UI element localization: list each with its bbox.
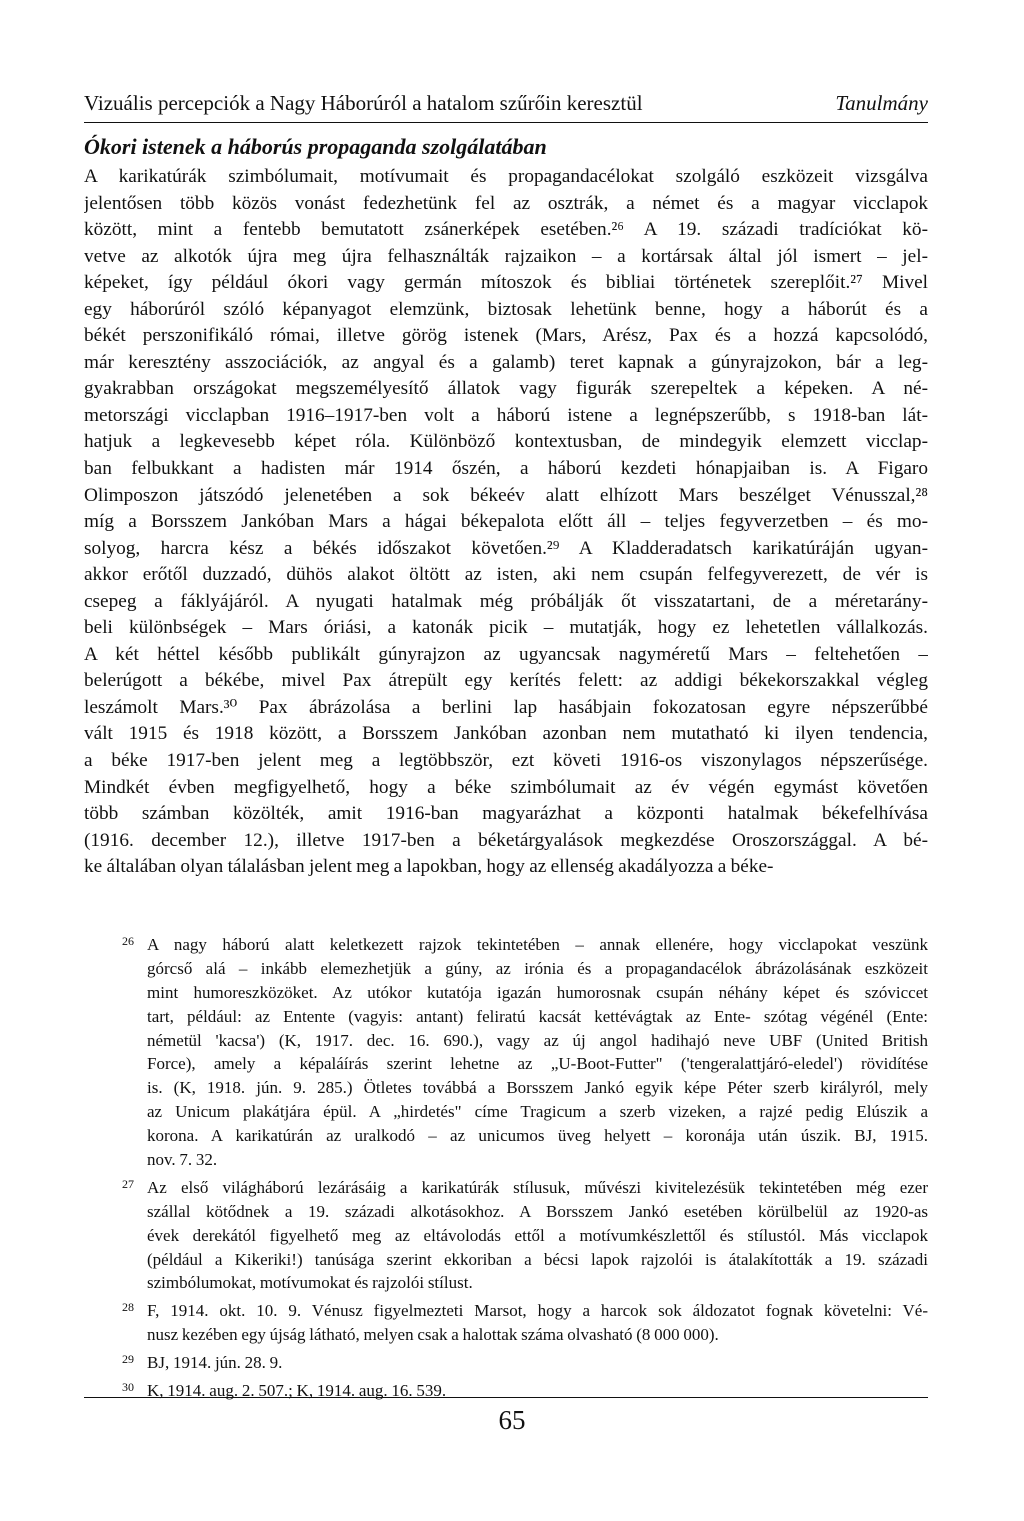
footnote	[84, 1176, 928, 1295]
body-line: leszámolt Mars.³⁰ Pax ábrázolása a berlini lap hasábjain fokozatosan egyre népszerűbbé	[84, 696, 928, 718]
body-line: vetve az alkotók újra meg újra felhasználták rajzaikon – a kortársak által jól ismert – jel-	[84, 245, 928, 267]
body-line: belerúgott a békébe, mivel Pax átrepült egy kerítés felett: az addigi békekorszakkal végleg	[84, 670, 928, 692]
body-line: képeket, így például ókori vagy germán mítoszok és bibliai történetek szereplőit.²⁷ Mivel	[84, 272, 928, 294]
footnote-line: BJ, 1914. jún. 28. 9.	[147, 1353, 283, 1373]
body-line: akkor erőtől duzzadó, dühös alakot öltött az isten, aki nem csupán felfegyverezett, de vér is	[84, 564, 928, 586]
body-line: (1916. december 12.), illetve 1917-ben a béketárgyalások megkezdése Oroszországgal. A bé-	[84, 829, 928, 851]
footnote-line: A nagy háború alatt keletkezett rajzok tekintetében – annak ellenére, hogy vicclapokat veszünk	[147, 935, 928, 954]
footnote-line: K, 1914. aug. 2. 507.; K, 1914. aug. 16. 539.	[147, 1381, 447, 1401]
footnote-line: korona. A karikatúrán az uralkodó – az unicumos üveg helyett – koronája után úszik. BJ, 1915.	[147, 1126, 928, 1146]
footnote-line: nov. 7. 32.	[147, 1150, 218, 1170]
footer-rule	[84, 1397, 928, 1398]
footnote-line: németül 'kacsa') (K, 1917. dec. 16. 690.), vagy az új angol hadihajó neve UBF (United British	[147, 1030, 928, 1050]
footnote-line: tart, például: az Entente (vagyis: antant) feliratú kacsát kettévágtak az Ente- szótag végénél (Ente:	[147, 1006, 928, 1026]
body-line: csepeg a fáklyájáról. A nyugati hatalmak még próbálják őt visszatartani, de a méretarány-	[84, 590, 928, 612]
body-line: egy háborúról szóló képanyagot elemzünk, biztosak lehetünk benne, hogy a háborút és a	[84, 298, 928, 320]
body-line: között, mint a fentebb bemutatott zsánerképek esetében.²⁶ A 19. századi tradíciókat kö-	[84, 219, 928, 241]
footnote-line: górcső alá – inkább elemezhetjük a gúny, az irónia és a propagandacélok ábrázolásának eszközeit	[147, 958, 928, 978]
footnote-number: 26	[122, 934, 134, 948]
running-header-title: Vizuális percepciók a Nagy Háborúról a hatalom szűrőin keresztül	[84, 91, 643, 115]
body-line: a béke 1917-ben jelent meg a legtöbbször, ezt követi 1916-os viszonylagos népszerűsége.	[84, 750, 928, 772]
body-line: solyog, harcra kész a békés időszakot követően.²⁹ A Kladderadatsch karikatúráján ugyan-	[84, 537, 928, 559]
running-header	[84, 88, 928, 123]
footnote-number: 29	[122, 1352, 134, 1367]
footnote-line: Az első világháború lezárásáig a karikatúrák stílusuk, művészi kivitelezésük tekintetében még ezer	[147, 1177, 928, 1197]
body-line: A két héttel később publikált gúnyrajzon az ugyancsak nagyméretű Mars – feltehetően –	[84, 643, 928, 665]
footnote-line: F, 1914. okt. 10. 9. Vénusz figyelmezteti Marsot, hogy a harcok sok áldozatot fognak követelni: Vé-	[147, 1301, 928, 1321]
body-line: Olimposzon játszódó jelenetében a sok békeév alatt elhízott Mars beszélget Vénusszal,²⁸	[84, 484, 928, 506]
body-line: Mindkét évben megfigyelhető, hogy a béke szimbólumait az év végén egymást követően	[84, 776, 928, 798]
body-text	[84, 164, 928, 881]
body-line: már keresztény asszociációk, az angyal és a galamb) teret kapnak a gúnyrajzokon, bár a leg-	[84, 351, 928, 373]
body-line: vált 1915 és 1918 között, a Borsszem Jankóban azonban nem mutatható ki ilyen tendencia,	[84, 723, 928, 745]
page-number: 65	[498, 1405, 526, 1435]
footnote	[84, 1379, 928, 1403]
footnote-number: 27	[122, 1176, 134, 1191]
footnote-line: mint humoreszközöket. Az utókor kutatója igazán humorosnak csupán néhány képet és szóviccet	[147, 982, 928, 1002]
footnote-number: 30	[122, 1380, 134, 1395]
footnote-line: szimbólumokat, motívumokat és rajzolói stílust.	[147, 1273, 473, 1293]
body-line: több számban közölték, amit 1916-ban magyarázhat a központi hatalmak békefelhívása	[84, 803, 928, 825]
footnote-line: is. (K, 1918. jún. 9. 285.) Ötletes továbbá a Borsszem Jankó egyik képe Péter szerb királyról, mely	[147, 1078, 928, 1098]
footnote-line: szállal kötődnek a 19. századi alkotásokhoz. A Borsszem Jankó esetében körülbelül az 1920-as	[147, 1201, 928, 1221]
footnote-line: (például a Kikeriki!) tanúsága szerint ekkoriban a bécsi lapok rajzolói is átalakították a 19. századi	[147, 1249, 928, 1269]
body-line: beli különbségek – Mars óriási, a katonák picik – mutatják, hogy ez lehetetlen vállalkozás.	[84, 617, 928, 639]
footnote-line: nusz kezében egy újság látható, melyen csak a halottak száma olvasható (8 000 000).	[147, 1325, 719, 1345]
footnote	[84, 1351, 928, 1375]
body-line: A karikatúrák szimbólumait, motívumait és propagandacélokat szolgáló eszközeit vizsgálva	[84, 166, 928, 187]
running-header-section: Tanulmány	[835, 91, 928, 115]
body-line: jelentősen több közös vonást fedezhetünk fel az osztrák, a német és a magyar vicclapok	[84, 192, 928, 214]
section-heading: Ókori istenek a háborús propaganda szolgálatában	[84, 134, 547, 159]
footnote-line: Force), amely a képaláírás szerint lehetne az „U-Boot-Futter" ('tengeralattjáró-eledel') rövidítése	[147, 1054, 928, 1074]
body-line: ban felbukkant a hadisten már 1914 őszén, a háború kezdeti hónapjaiban is. A Figaro	[84, 458, 928, 480]
footnote	[84, 1299, 928, 1347]
footnotes	[84, 933, 928, 1407]
body-line: békét perszonifikáló római, illetve görög istenek (Mars, Arész, Pax és a hozzá kapcsolódó,	[84, 325, 928, 347]
footnote-line: az Unicum plakátjára épül. A „hirdetés" címe Tragicum a szerb vizeken, a rajzé pedig Elúszik a	[147, 1102, 928, 1122]
footnote-line: évek derekától figyelhető meg az eltávolodás ettől a motívumkészlettől és stílustól. Más vicclapok	[147, 1225, 928, 1245]
body-line: míg a Borsszem Jankóban Mars a hágai békepalota előtt áll – teljes fegyverzetben – és mo-	[84, 511, 928, 533]
footnote-number: 28	[122, 1300, 134, 1315]
body-line: hatjuk a legkevesebb képet róla. Különböző kontextusban, de mindegyik elemzett vicclap-	[84, 431, 928, 453]
body-line: gyakrabban országokat megszemélyesítő állatok vagy figurák szerepeltek a képeken. A né-	[84, 378, 928, 400]
body-line: metországi vicclapban 1916–1917-ben volt a háború istene a legnépszerűbb, s 1918-ban lát-	[84, 404, 928, 426]
footnote	[84, 933, 928, 1172]
body-line: ke általában olyan tálalásban jelent meg a lapokban, hogy az ellenség akadályozza a béke-	[84, 856, 774, 878]
